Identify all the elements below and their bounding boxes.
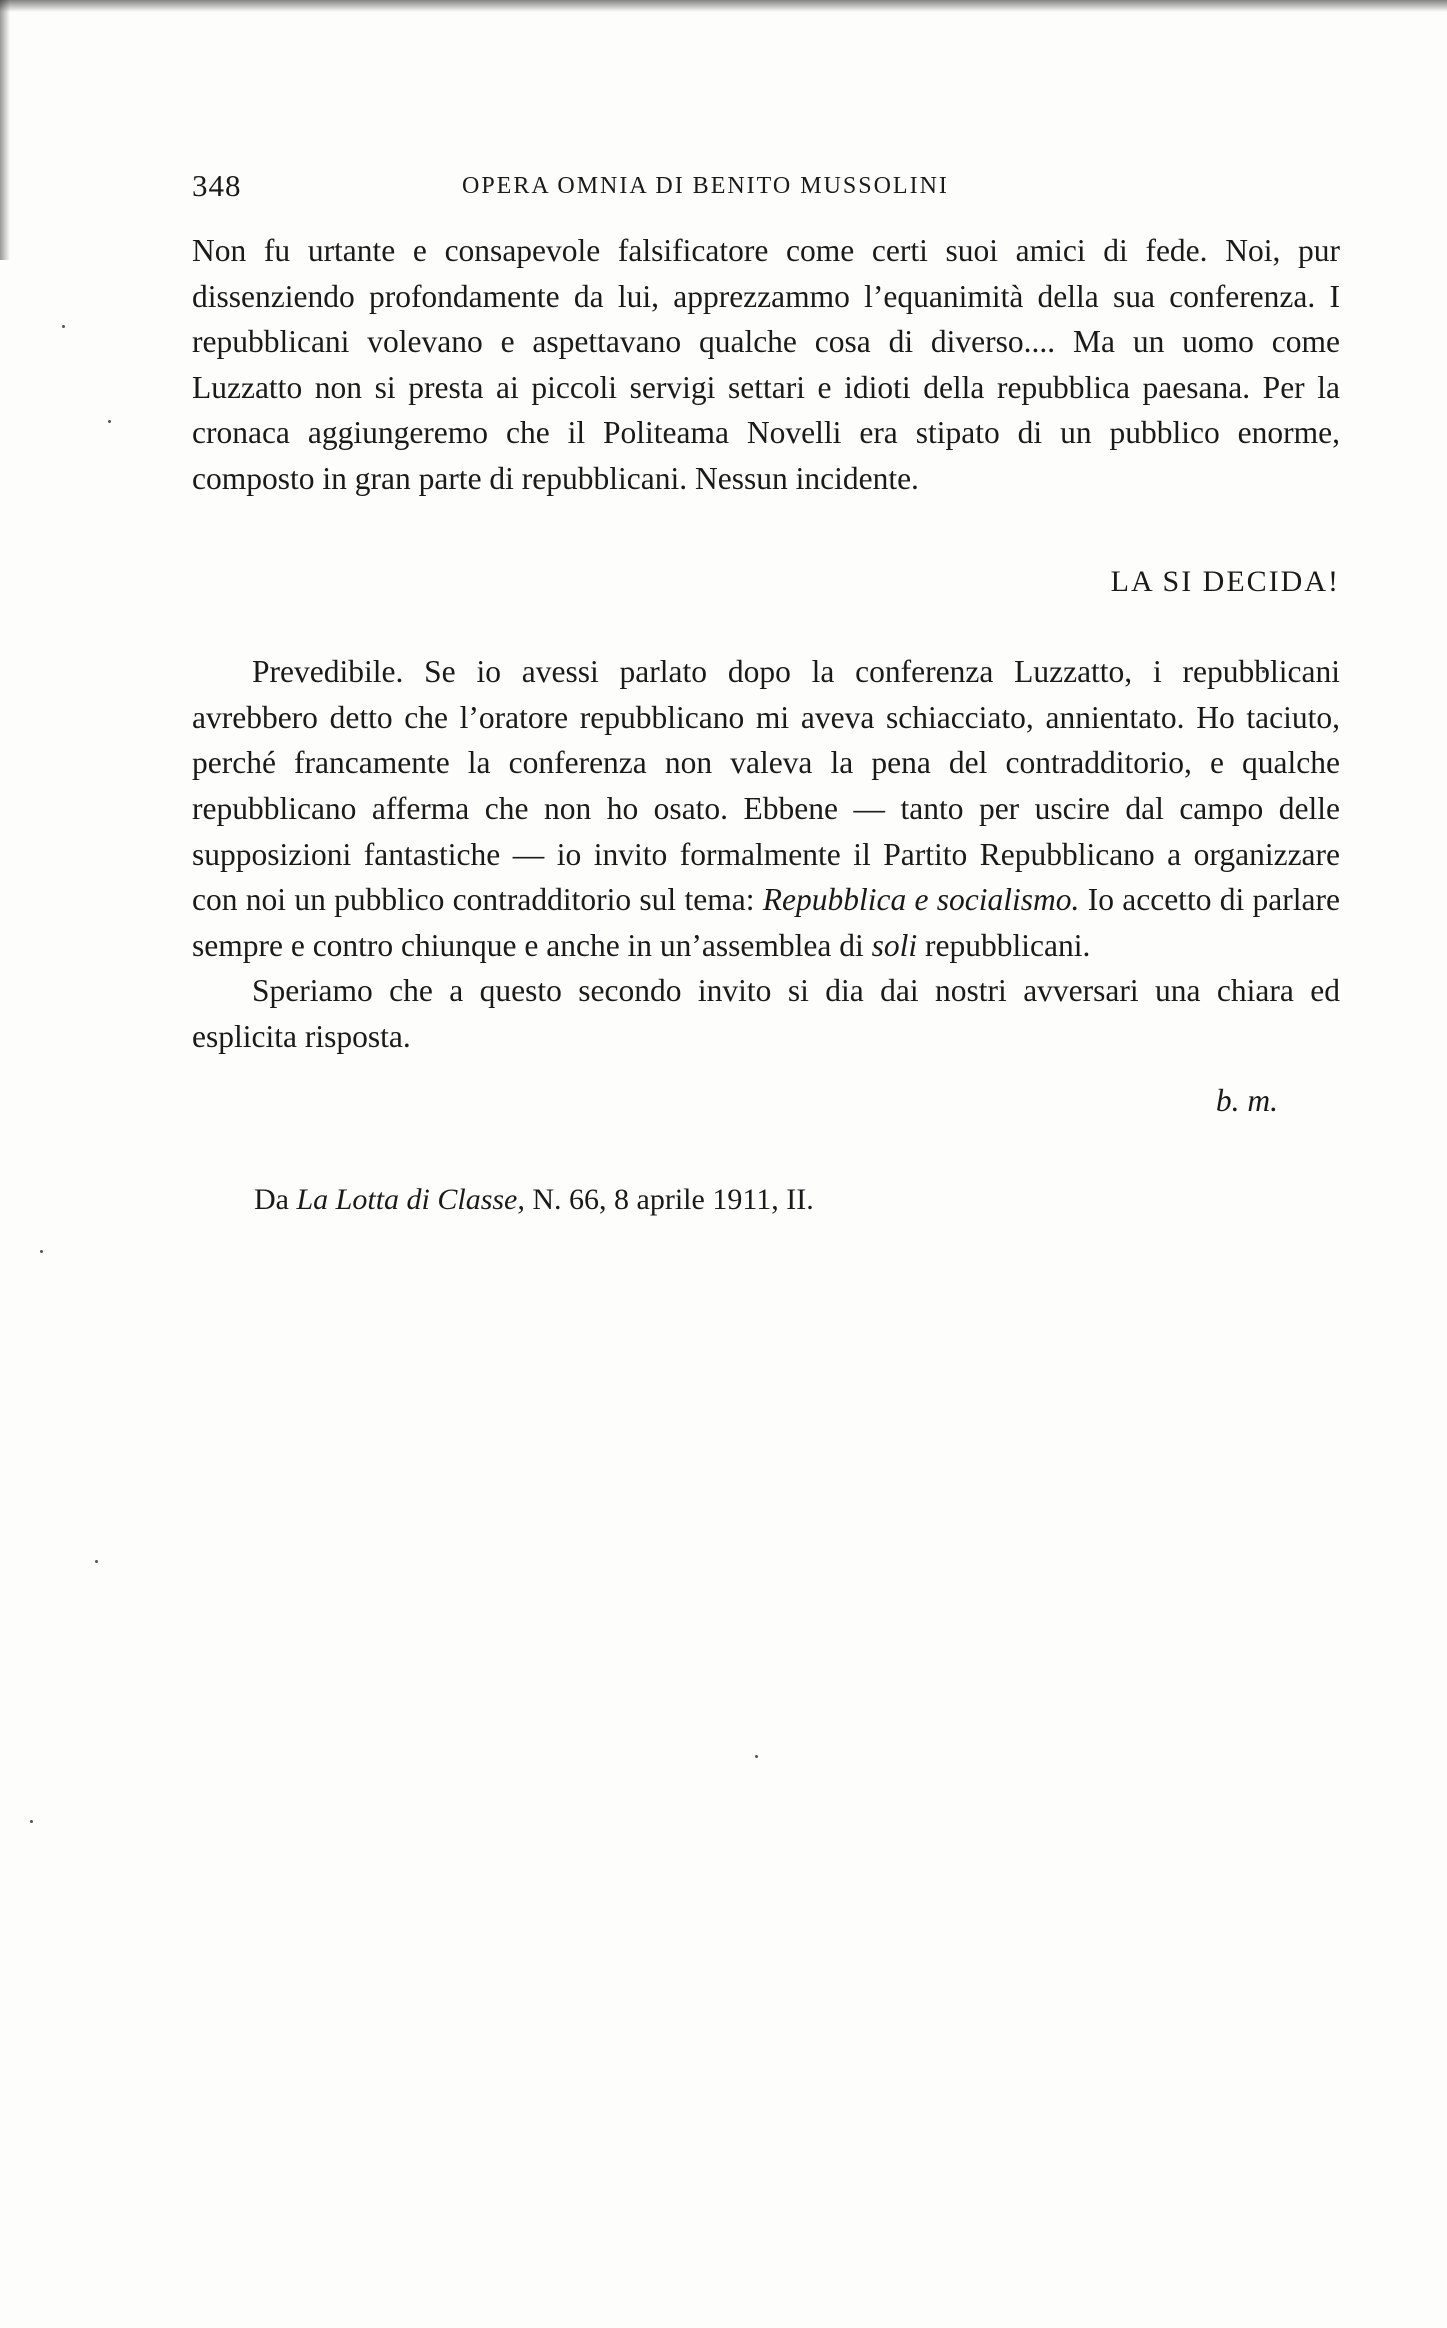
challenge-text-continued: Io accetto di parlare sempre e contro chiunque e anche in un’assemblea di xyxy=(192,882,1340,963)
running-head: OPERA OMNIA DI BENITO MUSSOLINI xyxy=(462,173,949,199)
source-publication: La Lotta di Classe, xyxy=(296,1183,525,1217)
page-number: 348 xyxy=(192,168,242,203)
source-citation xyxy=(254,1177,1340,1223)
scan-speck xyxy=(62,325,65,328)
scan-speck xyxy=(108,420,111,423)
scan-speck xyxy=(30,1820,33,1823)
source-details: N. 66, 8 aprile 1911, II. xyxy=(524,1183,814,1217)
challenge-text-end: repubblicani. xyxy=(917,927,1091,963)
scan-shadow-left xyxy=(0,0,10,260)
source-prefix: Da xyxy=(254,1183,297,1217)
paragraph-luzzatto: Non fu urtante e consapevole falsificatore come certi suoi amici di fede. Noi, pur dissenziendo profondamente da lui, apprezzammo l’equanimità della sua conferenza. I repubblicani volevano e aspettavano qualche cosa di diverso.... Ma un uomo come Luzzatto non si presta ai piccoli servigi settari e idioti della repubblica paesana. Per la cronaca aggiungeremo che il Politeama Novelli era stipato di un pubblico enorme, composto in gran parte di repubblicani. Nessun incidente. xyxy=(192,233,1340,496)
article-body xyxy=(192,228,1340,1223)
debate-topic: Repubblica e socialismo. xyxy=(762,882,1080,918)
page-header xyxy=(192,168,1342,212)
scan-speck xyxy=(40,1250,43,1253)
section-title: LA SI DECIDA! xyxy=(1110,564,1340,598)
scan-shadow-top xyxy=(0,0,1447,12)
scan-speck xyxy=(755,1755,758,1758)
author-signature: b. m. xyxy=(1215,1082,1278,1118)
emphasis-soli: soli xyxy=(871,927,918,963)
scan-speck xyxy=(95,1560,98,1563)
paragraph-challenge xyxy=(192,649,1340,968)
challenge-text: Prevedibile. Se io avessi parlato dopo la conferenza Luzzatto, i repubblicani avrebbero detto che l’oratore repubblicano mi aveva schiacciato, annientato. Ho taciuto, perché francamente la conferenza non valeva la pena del contradditorio, e qualche repubblicano afferma che non ho osato. Ebbene — tanto per uscire dal campo delle supposizioni fantastiche — io invito formalmente il Partito Repubblicano a organizzare con noi un pubblico contradditorio sul tema: xyxy=(192,654,1340,918)
paragraph-closing: Speriamo che a questo secondo invito si dia dai nostri avversari una chiara ed esplicita risposta. xyxy=(192,973,1340,1054)
